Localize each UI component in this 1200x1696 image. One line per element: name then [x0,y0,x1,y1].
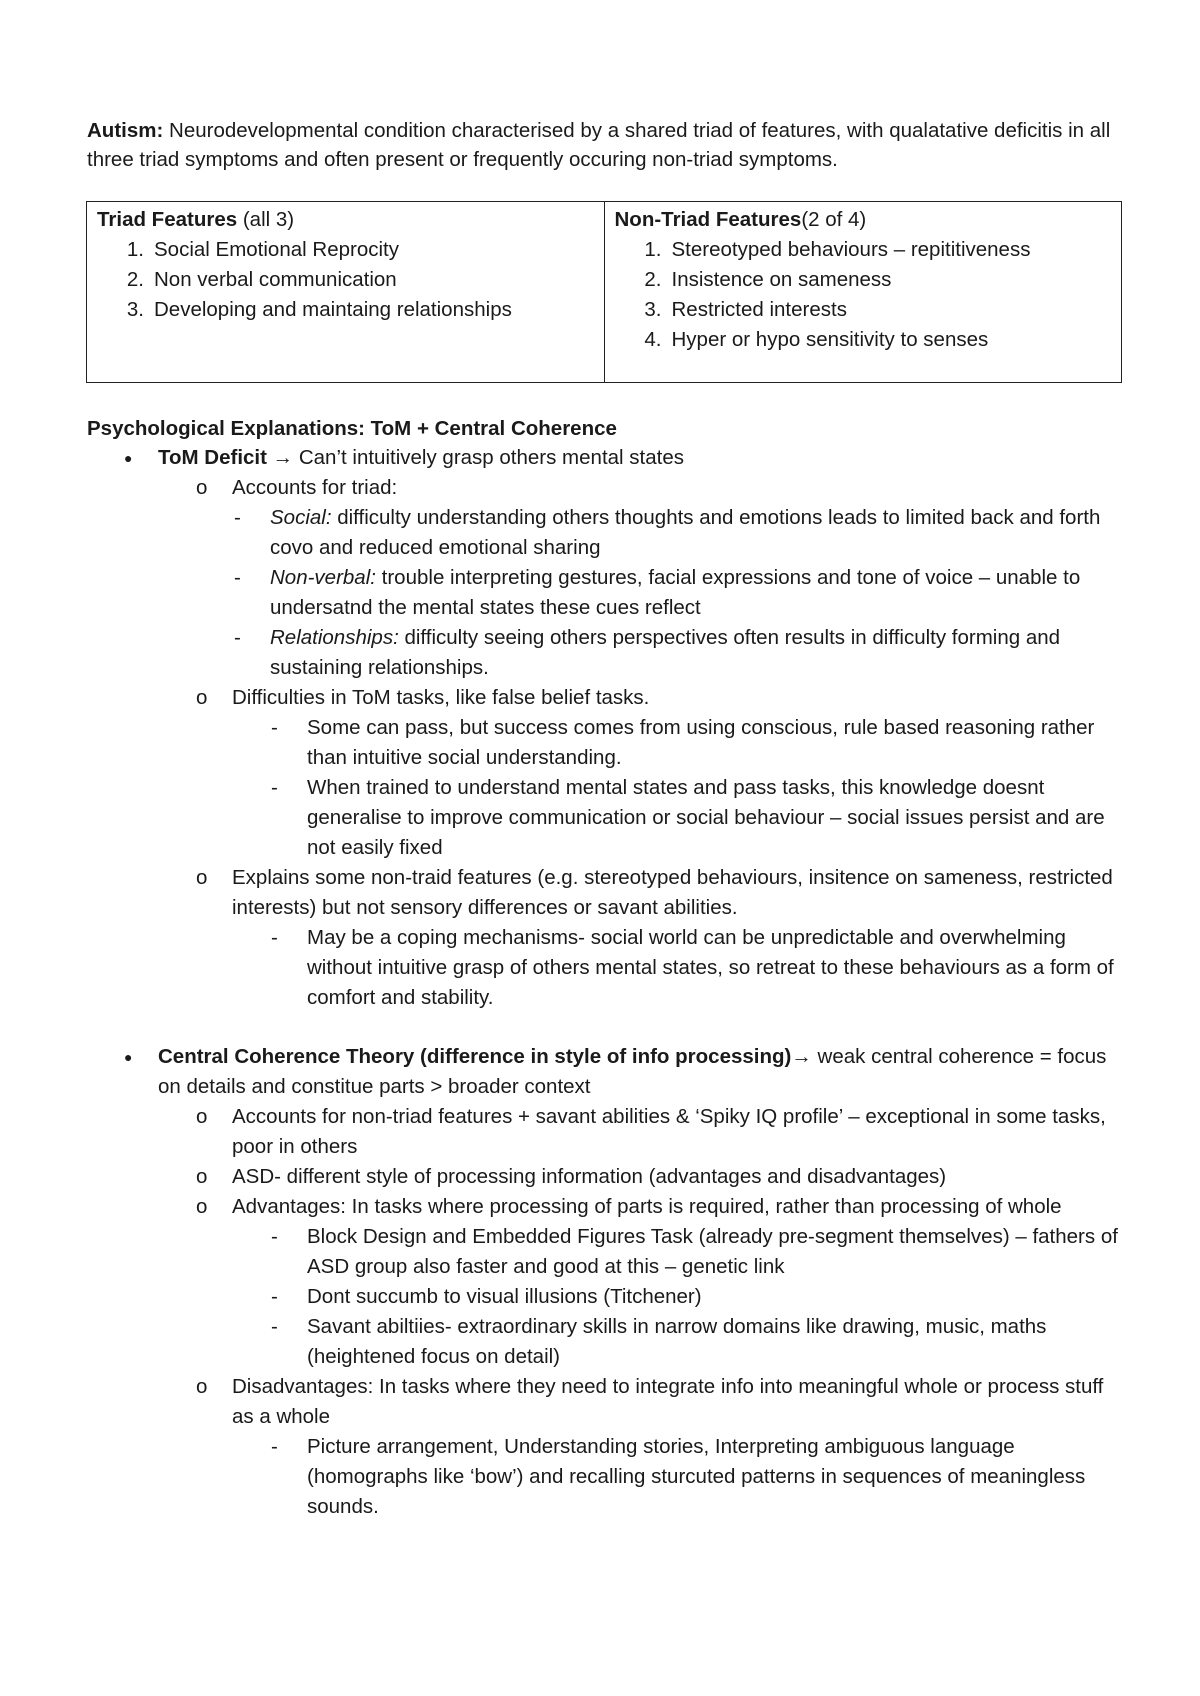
list-item: 2. Insistence on sameness [644,268,892,291]
list-item: - Relationships: difficulty seeing others perspectives often results in difficulty forming and sustaining relationships. [0,623,1200,683]
list-item: 3. Developing and maintaing relationships [126,298,512,321]
list-item: - Block Design and Embedded Figures Task (already pre-segment themselves) – fathers of ASD group also faster and good at this – genetic link [0,1222,1200,1282]
circle-bullet-icon: o [196,1195,208,1218]
nontriad-heading: Non-Triad Features [614,208,802,231]
list-item: - When trained to understand mental states and pass tasks, this knowledge doesnt generalise to improve communication or social behaviour – social issues persist and are not easily fixed [0,773,1200,863]
list-item: o Disadvantages: In tasks where they need to integrate info into meaningful whole or process stuff as a whole [0,1372,1200,1432]
features-table [86,201,1122,383]
triad-features-cell [87,202,604,382]
circle-bullet-icon: o [196,1105,208,1128]
dash-icon: - [271,926,278,949]
dash-icon: - [271,1285,278,1308]
nontriad-features-cell [604,202,1122,382]
autism-term: Autism: [87,119,164,142]
list-item: - Social: difficulty understanding others thoughts and emotions leads to limited back and forth covo and reduced emotional sharing [0,503,1200,563]
tom-bullet: ● ToM Deficit → Can’t intuitively grasp others mental states [0,443,1200,473]
cc-heading: Central Coherence Theory (difference in style of info processing) [158,1045,792,1068]
circle-bullet-icon: o [196,476,208,499]
circle-bullet-icon: o [196,1165,208,1188]
circle-bullet-icon: o [196,866,208,889]
list-item: o Advantages: In tasks where processing of parts is required, rather than processing of whole [0,1192,1200,1222]
triad-note: (all 3) [237,208,295,231]
list-item: - Some can pass, but success comes from using conscious, rule based reasoning rather than intuitive social understanding. [0,713,1200,773]
circle-bullet-icon: o [196,1375,208,1398]
list-item: o ASD- different style of processing information (advantages and disadvantages) [0,1162,1200,1192]
dash-icon: - [234,566,241,589]
list-item: 4. Hyper or hypo sensitivity to senses [644,328,989,351]
arrow-icon: → [791,1045,812,1068]
dash-icon: - [234,506,241,529]
nontriad-note: (2 of 4) [801,208,867,231]
tom-heading: ToM Deficit [158,446,267,469]
dash-icon: - [271,1315,278,1338]
autism-definition [87,116,1127,174]
list-item: - Dont succumb to visual illusions (Titchener) [0,1282,1200,1312]
autism-definition-text: Neurodevelopmental condition characterised by a shared triad of features, with qualatative deficitis in all three triad symptoms and often present or frequently occuring non-triad symptoms. [87,119,1111,171]
dash-icon: - [271,1225,278,1248]
list-item: - Savant abiltiies- extraordinary skills in narrow domains like drawing, music, maths (heightened focus on detail) [0,1312,1200,1372]
dash-icon: - [271,716,278,739]
list-item: - Non-verbal: trouble interpreting gestures, facial expressions and tone of voice – unable to undersatnd the mental states these cues reflect [0,563,1200,623]
bullet-icon: ● [124,1049,133,1065]
triad-list [97,235,604,325]
dash-icon: - [271,1435,278,1458]
nontriad-list [615,235,1122,355]
list-item: - May be a coping mechanisms- social world can be unpredictable and overwhelming without intuitive grasp of others mental states, so retreat to these behaviours as a form of comfort and stability. [0,923,1200,1013]
list-item: o Difficulties in ToM tasks, like false belief tasks. [0,683,1200,713]
list-item: 1. Social Emotional Reprocity [126,238,399,261]
list-item: 2. Non verbal communication [126,268,397,291]
dash-icon: - [234,626,241,649]
list-item: o Explains some non-traid features (e.g. stereotyped behaviours, insitence on sameness, restricted interests) but not sensory differences or savant abilities. [0,863,1200,923]
list-item: 3. Restricted interests [644,298,847,321]
dash-icon: - [271,776,278,799]
list-item: - Picture arrangement, Understanding stories, Interpreting ambiguous language (homographs like ‘bow’) and recalling sturcuted patterns in sequences of meaningless sounds. [0,1432,1200,1522]
section-title: Psychological Explanations: ToM + Central Coherence [87,417,617,440]
triad-heading: Triad Features [97,208,238,231]
explanations-outline [0,443,1200,1522]
list-item: 1. Stereotyped behaviours – repititiveness [644,238,1031,261]
list-item: o Accounts for non-triad features + savant abilities & ‘Spiky IQ profile’ – exceptional in some tasks, poor in others [0,1102,1200,1162]
list-item: o Accounts for triad: [0,473,1200,503]
bullet-icon: ● [124,450,133,466]
circle-bullet-icon: o [196,686,208,709]
cc-bullet: ● Central Coherence Theory (difference in style of info processing)→ weak central coherence = focus on details and constitue parts > broader context [0,1042,1200,1102]
arrow-icon: → [272,446,294,469]
